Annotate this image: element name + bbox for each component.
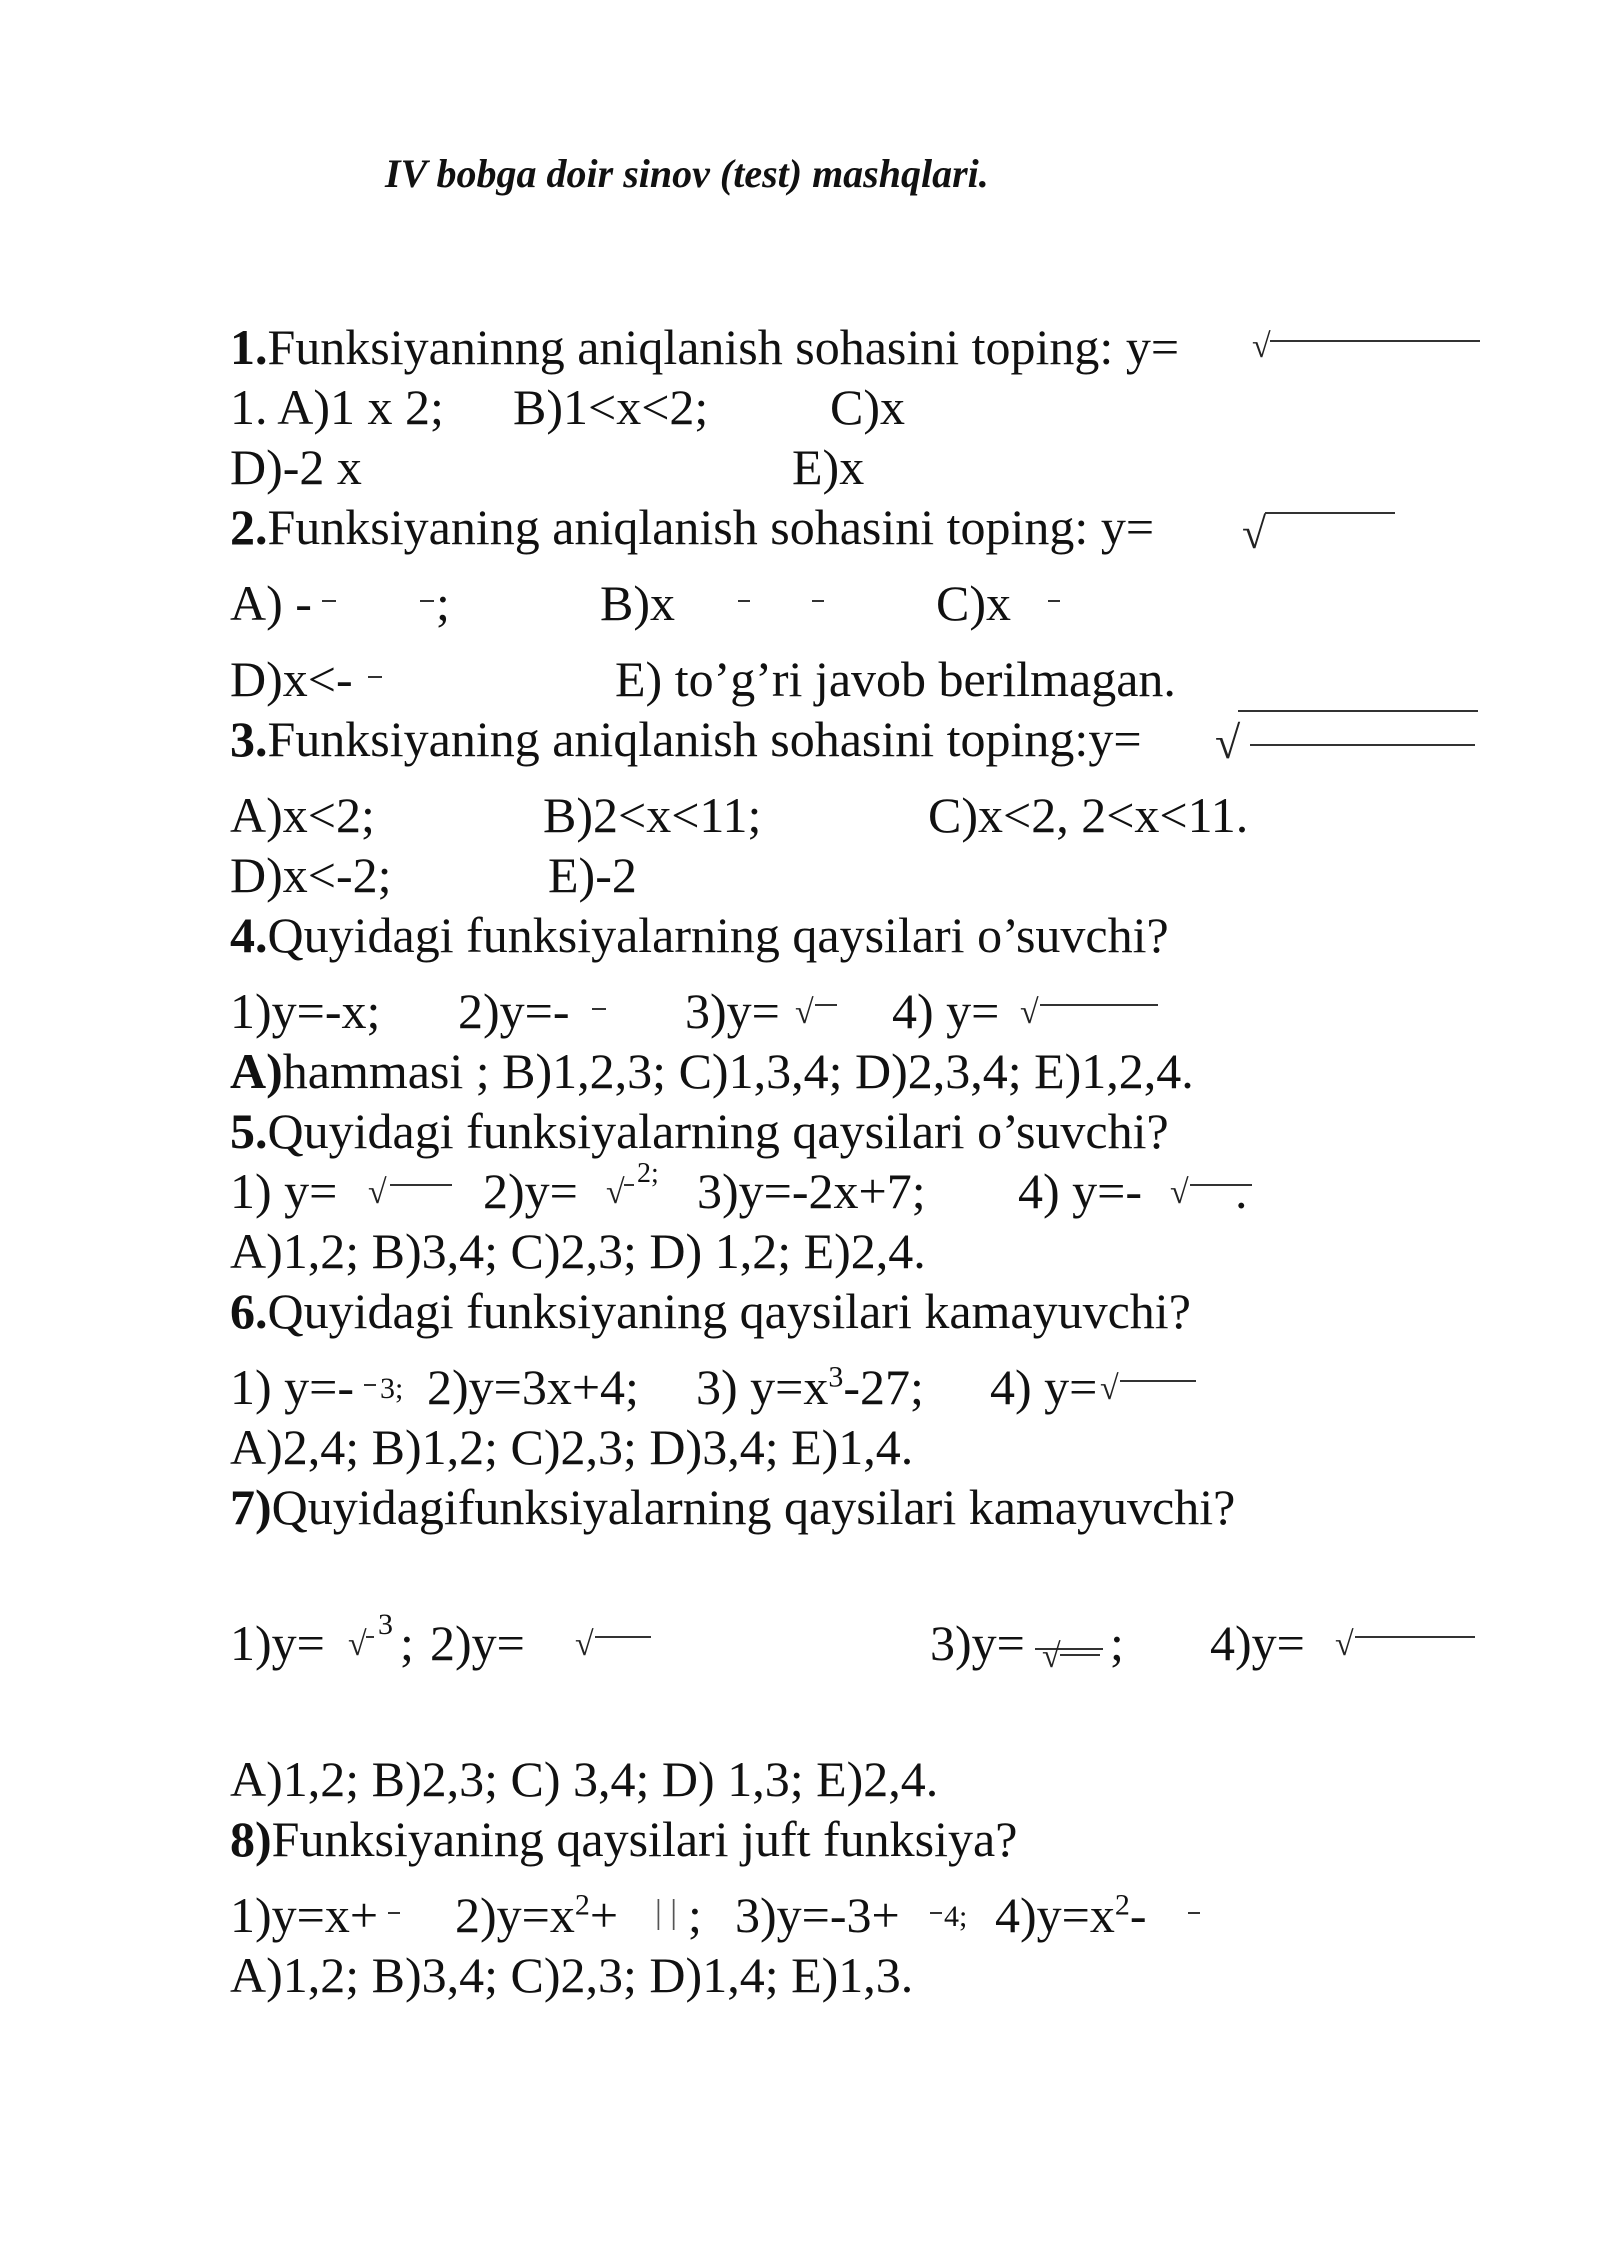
function-3: 3)y=-3+ <box>735 1887 900 1943</box>
option-b: B)x <box>600 575 675 631</box>
sqrt-icon: √ <box>1170 1174 1189 1211</box>
function-2: 2)y= <box>483 1163 578 1219</box>
function-1-end: ; <box>400 1615 414 1671</box>
question-number: 5. <box>230 1103 268 1159</box>
function-3: 3) $y=x^3-27$; <box>696 1359 924 1415</box>
sqrt-icon: √ <box>795 994 814 1031</box>
sqrt-icon: √ <box>606 1174 625 1211</box>
question-number: 2. <box>230 499 268 555</box>
function-1: 1) y=- <box>230 1359 354 1415</box>
function-1-sup: 3 <box>378 1608 393 1641</box>
question-text: Quyidagi funksiyalarning qaysilari o’suvchi? <box>267 1103 1169 1159</box>
sqrt-icon: √ <box>368 1174 387 1211</box>
sqrt-icon: √ <box>1042 1638 1061 1675</box>
answer-options: hammasi ; B)1,2,3; C)1,3,4; D)2,3,4; E)1,2,4. <box>282 1043 1194 1099</box>
question-number: 7) <box>230 1479 272 1535</box>
function-1: 1) y= <box>230 1163 338 1219</box>
question-text: Funksiyaning aniqlanish sohasini toping: y= <box>267 499 1155 555</box>
function-2-sup: 2; <box>637 1158 659 1189</box>
page-title: IV bobga doir sinov (test) mashqlari. <box>385 151 989 196</box>
sqrt-bar <box>1265 512 1395 514</box>
question-number: 8) <box>230 1811 272 1867</box>
question-text: Funksiyaning aniqlanish sohasini toping:y= <box>267 711 1142 767</box>
function-3: 3)y=-2x+7; <box>697 1163 926 1219</box>
function-2: 2)y=3x+4; <box>427 1359 639 1415</box>
option-c: C)x <box>830 379 905 435</box>
option-e: E)-2 <box>548 847 637 903</box>
answer-options: A)1,2; B)3,4; C)2,3; D) 1,2; E)2,4. <box>230 1223 926 1279</box>
sqrt-bar <box>1238 710 1478 712</box>
option-d: D)x<- <box>230 651 353 707</box>
question-text: Funksiyaninng aniqlanish sohasini toping: y= <box>267 319 1180 375</box>
option-a: A) - <box>230 575 312 631</box>
option-e: E)x <box>792 439 865 495</box>
sqrt-icon: √ <box>1252 328 1271 365</box>
function-4: 4) y= <box>892 983 1000 1039</box>
option-c: C)x<2, 2<x<11. <box>928 787 1249 843</box>
function-3-end: ; <box>1110 1615 1124 1671</box>
option-d: D)-2 x <box>230 439 362 495</box>
question-text: Quyidagifunksiyalarning qaysilari kamayuvchi? <box>271 1479 1236 1535</box>
option-c: C)x <box>936 575 1011 631</box>
function-4: 4)y= <box>1210 1615 1305 1671</box>
sqrt-icon: √ <box>1020 994 1039 1031</box>
option-a-end: ; <box>436 575 450 631</box>
function-2-end: ; <box>688 1887 702 1943</box>
function-1-sub: 3; <box>380 1372 404 1405</box>
answer-options: A)1,2; B)3,4; C)2,3; D)1,4; E)1,3. <box>230 1947 914 2003</box>
question-text: Quyidagi funksiyaning qaysilari kamayuvchi? <box>267 1283 1191 1339</box>
answer-a-label: A) <box>230 1043 283 1099</box>
question-text: Quyidagi funksiyalarning qaysilari o’suvchi? <box>267 907 1169 963</box>
function-3: 3)y= <box>685 983 780 1039</box>
function-2: $2)y=x^2+$ <box>455 1887 619 1943</box>
function-2: 2)y= <box>430 1615 525 1671</box>
option-a: A)x<2; <box>230 787 375 843</box>
function-1: 1)y=x+ <box>230 1887 379 1943</box>
function-4-end: . <box>1235 1163 1248 1219</box>
sqrt-icon: √ <box>1242 509 1267 558</box>
question-number: 1. <box>230 319 268 375</box>
answer-options: A)2,4; B)1,2; C)2,3; D)3,4; E)1,4. <box>230 1419 914 1475</box>
question-text: Funksiyaning qaysilari juft funksiya? <box>271 1811 1018 1867</box>
sqrt-icon: √ <box>1335 1626 1354 1663</box>
question-number: 4. <box>230 907 268 963</box>
function-1: 1)y= <box>230 1615 325 1671</box>
abs-bars: | | <box>655 1894 678 1931</box>
sqrt-icon: √ <box>348 1626 367 1663</box>
function-4: 4) y= <box>990 1359 1098 1415</box>
option-b: B)1<x<2; <box>513 379 709 435</box>
option-e: E) to’g’ri javob berilmagan. <box>615 651 1176 707</box>
function-3-sub: 4; <box>944 1900 968 1933</box>
answer-options: A)1,2; B)2,3; C) 3,4; D) 1,3; E)2,4. <box>230 1751 939 1807</box>
sqrt-icon: √ <box>575 1626 594 1663</box>
question-number: 6. <box>230 1283 268 1339</box>
sqrt-bar <box>1270 340 1480 342</box>
option-d: D)x<-2; <box>230 847 392 903</box>
question-number: 3. <box>230 711 268 767</box>
option-a: 1. A)1 x 2; <box>230 379 444 435</box>
option-b: B)2<x<11; <box>543 787 762 843</box>
function-1: 1)y=-x; <box>230 983 381 1039</box>
function-4: $4)y=x^2-$ <box>995 1887 1147 1943</box>
fraction-line <box>1250 744 1475 746</box>
sqrt-icon: √ <box>1215 717 1241 768</box>
function-3: 3)y= <box>930 1615 1025 1671</box>
function-4: 4) y=- <box>1018 1163 1142 1219</box>
sqrt-icon: √ <box>1100 1370 1119 1407</box>
function-2: 2)y=- <box>458 983 570 1039</box>
